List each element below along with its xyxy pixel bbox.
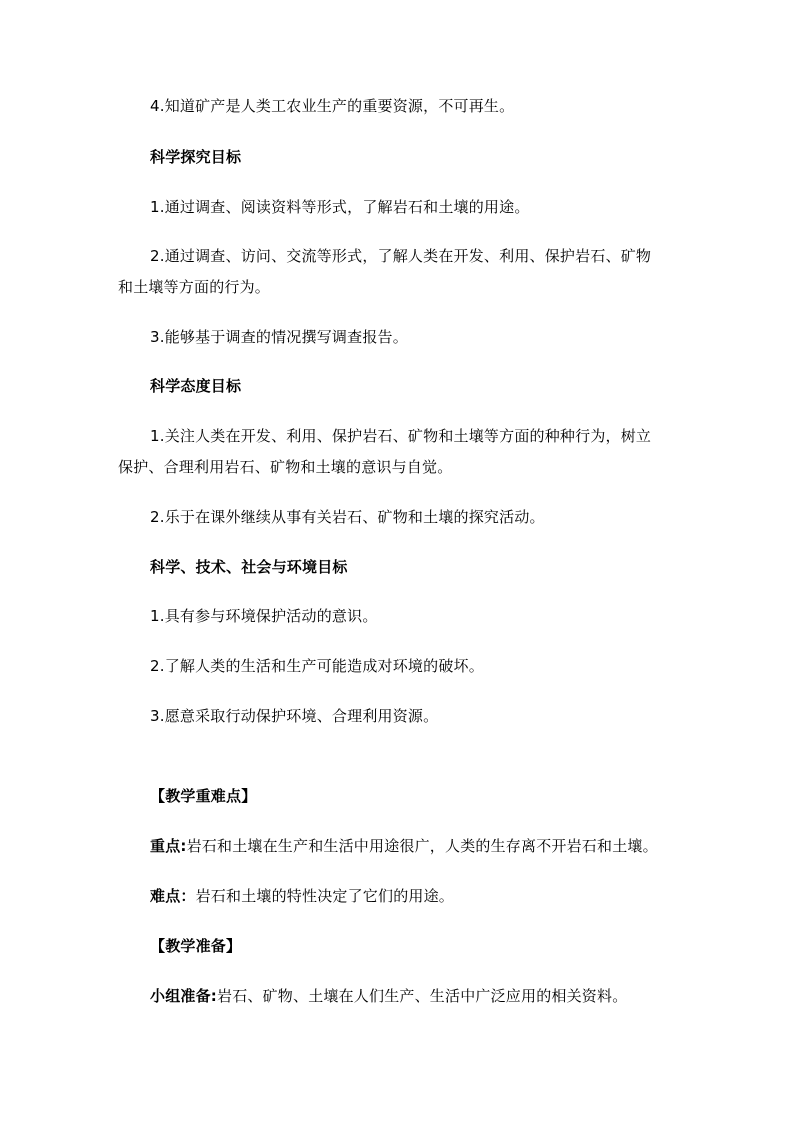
group-preparation-label: 小组准备: [150, 987, 217, 1005]
knowledge-item-4: 4.知道矿产是人类工农业生产的重要资源，不可再生。 [150, 97, 515, 115]
preparation-heading: 【教学准备】 [150, 937, 242, 955]
stse-item-3: 3.愿意采取行动保护环境、合理利用资源。 [150, 707, 439, 725]
difficulty-text: 岩石和土壤的特性决定了它们的用途。 [195, 887, 455, 905]
science-attitude-heading: 科学态度目标 [150, 377, 242, 395]
key-points-heading: 【教学重难点】 [150, 787, 257, 805]
difficulty-label: 难点： [150, 887, 196, 905]
science-inquiry-item-1: 1.通过调查、阅读资料等形式，了解岩石和土壤的用途。 [150, 198, 530, 216]
difficulty-paragraph [150, 887, 454, 905]
science-attitude-item-1-line-2: 保护、合理利用岩石、矿物和土壤的意识与自觉。 [118, 458, 453, 476]
group-preparation-text: 岩石、矿物、土壤在人们生产、生活中广泛应用的相关资料。 [217, 987, 628, 1005]
science-attitude-item-2: 2.乐于在课外继续从事有关岩石、矿物和土壤的探究活动。 [150, 508, 545, 526]
group-preparation-paragraph [150, 987, 627, 1005]
stse-item-2: 2.了解人类的生活和生产可能造成对环境的破坏。 [150, 657, 484, 675]
focus-label: 重点: [150, 837, 187, 855]
focus-paragraph [150, 837, 658, 855]
science-inquiry-item-2-line-1: 2.通过调查、访问、交流等形式，了解人类在开发、利用、保护岩石、矿物 [150, 247, 652, 265]
stse-item-1: 1.具有参与环境保护活动的意识。 [150, 607, 378, 625]
science-inquiry-item-2-line-2: 和土壤等方面的行为。 [118, 278, 271, 296]
focus-text: 岩石和土壤在生产和生活中用途很广，人类的生存离不开岩石和土壤。 [186, 837, 658, 855]
science-inquiry-item-3: 3.能够基于调查的情况撰写调查报告。 [150, 328, 408, 346]
stse-heading: 科学、技术、社会与环境目标 [150, 558, 348, 576]
science-attitude-item-1-line-1: 1.关注人类在开发、利用、保护岩石、矿物和土壤等方面的种种行为，树立 [150, 427, 652, 445]
science-inquiry-heading: 科学探究目标 [150, 148, 242, 166]
